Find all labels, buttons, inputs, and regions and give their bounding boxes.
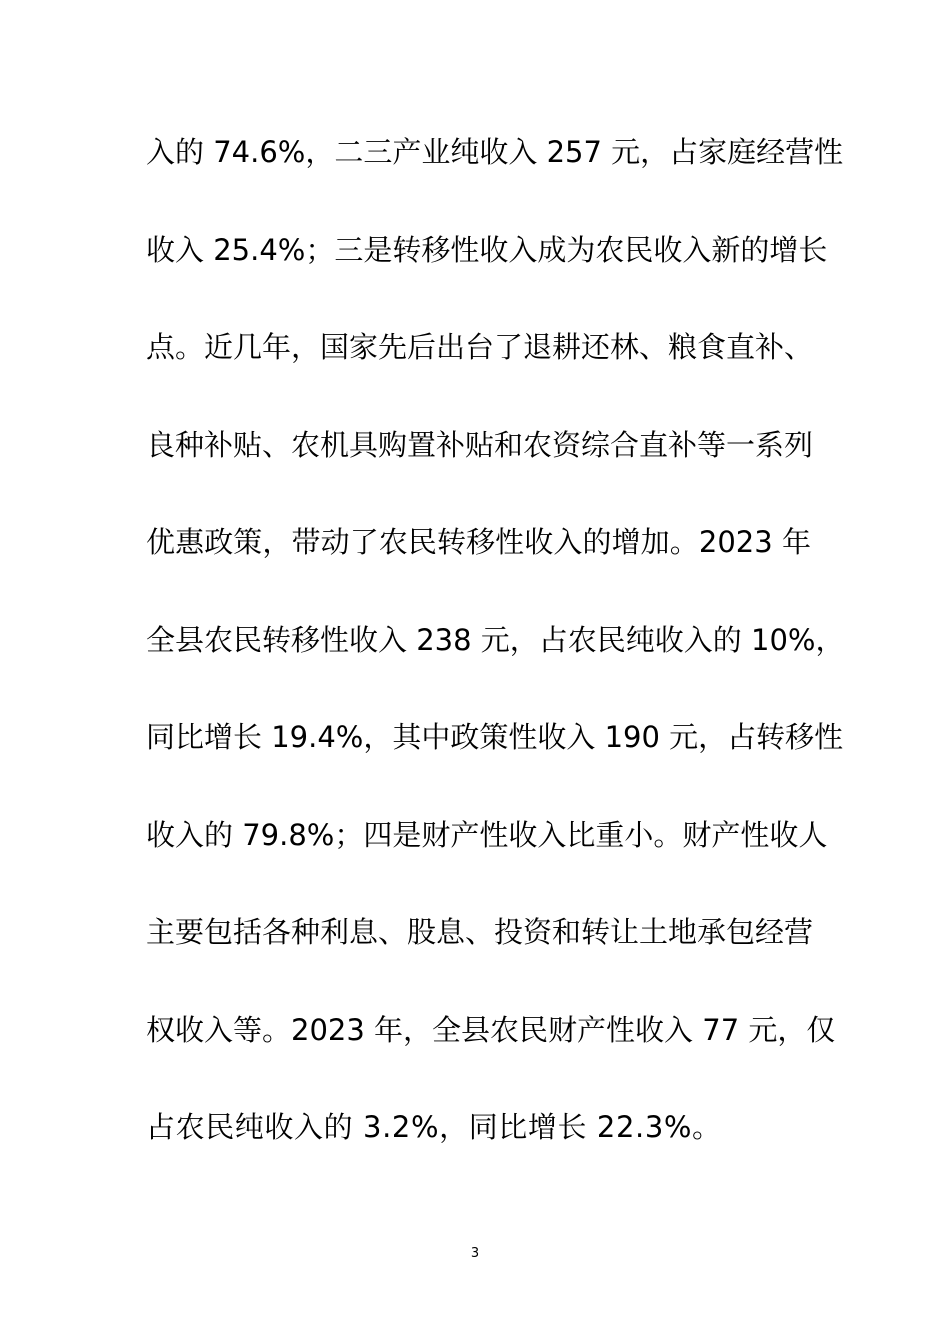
body-paragraph: [146, 126, 845, 1199]
text-line: 点。近几年，国家先后出台了退耕还林、粮食直补、: [146, 330, 814, 364]
text-line: 同比增长 19.4%，其中政策性收入 190 元，占转移性: [146, 720, 844, 754]
text-line: 优惠政策，带动了农民转移性收入的增加。2023 年: [146, 525, 811, 559]
text-line: 全县农民转移性收入 238 元，占农民纯收入的 10%，: [146, 622, 845, 657]
text-line: 收入 25.4%；三是转移性收入成为农民收入新的增长: [146, 232, 828, 267]
text-line: 权收入等。2023 年，全县农民财产性收入 77 元，仅: [146, 1012, 836, 1047]
text-line-last: 占农民纯收入的 3.2%，同比增长 22.3%。: [146, 1110, 722, 1144]
text-line: 收入的 79.8%；四是财产性收入比重小。财产性收人: [146, 817, 828, 852]
text-line: 主要包括各种利息、股息、投资和转让土地承包经营: [146, 915, 814, 949]
page-number: 3: [470, 1246, 480, 1261]
text-line: 入的 74.6%，二三产业纯收入 257 元，占家庭经营性: [146, 135, 844, 169]
text-line: 良种补贴、农机具购置补贴和农资综合直补等一系列: [146, 427, 814, 462]
